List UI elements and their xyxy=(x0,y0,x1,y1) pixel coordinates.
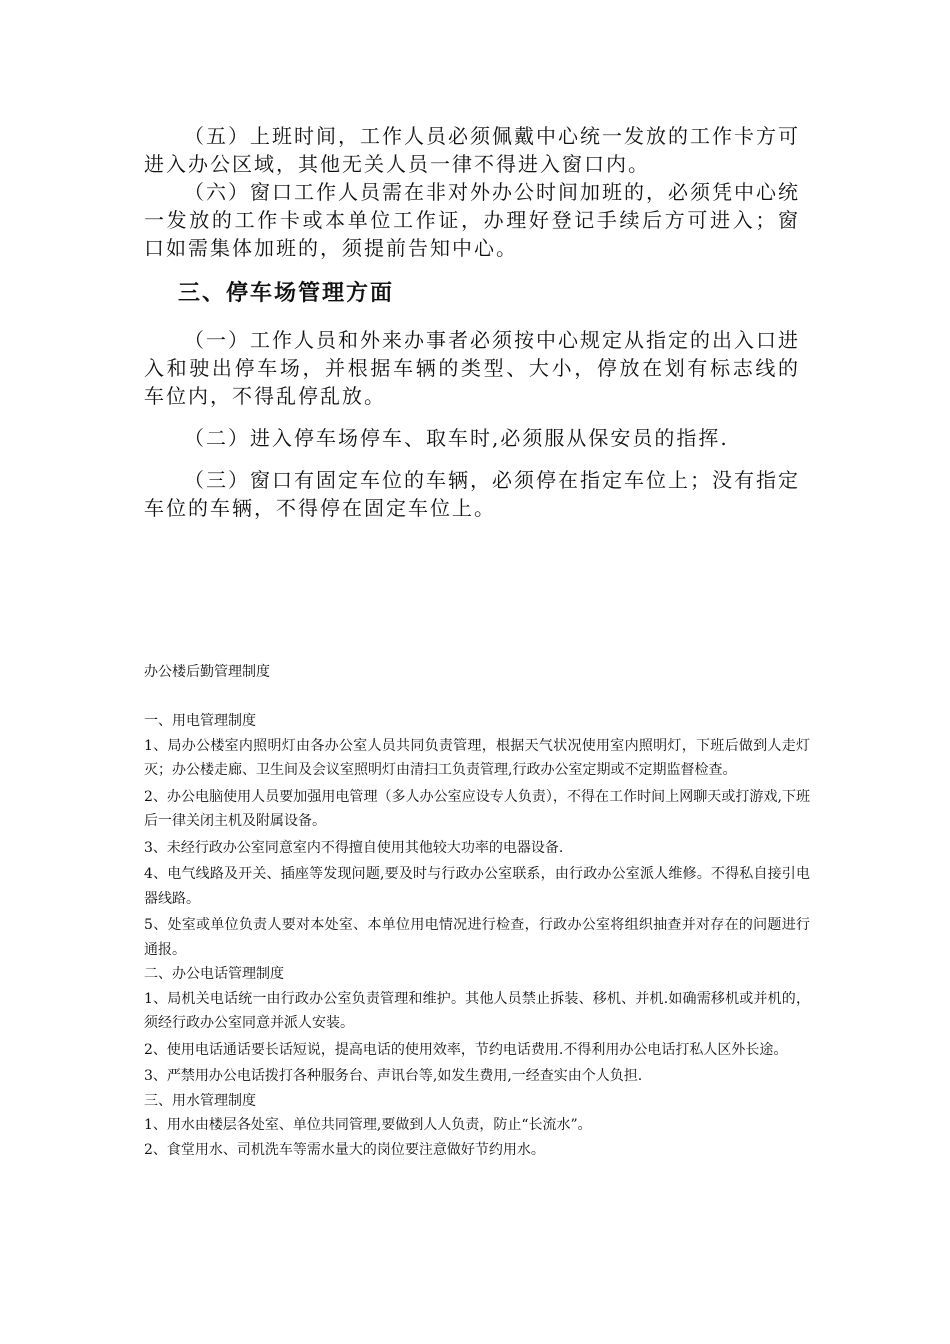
heading-electricity: 一、用电管理制度 xyxy=(144,713,256,729)
document-title: 办公楼后勤管理制度 xyxy=(144,664,270,680)
paragraph-parking-entry: （一）工作人员和外来办事者必须按中心规定从指定的出入口进入和驶出停车场，并根据车辆的类型、大小，停放在划有标志线的车位内，不得乱停乱放。 xyxy=(144,328,800,408)
list-item: 3、未经行政办公室同意室内不得擅自使用其他较大功率的电器设备. xyxy=(144,839,564,856)
heading-water: 三、用水管理制度 xyxy=(144,1092,256,1109)
list-item: 1、局机关电话统一由行政办公室负责管理和维护。其他人员禁止拆装、移机、并机.如确需移机或并机的，须经行政办公室同意并派人安装。 xyxy=(144,990,810,1031)
list-item: 1、用水由楼层各处室、单位共同管理,要做到人人负责，防止“长流水”。 xyxy=(144,1117,592,1133)
list-item: 2、办公电脑使用人员要加强用电管理（多人办公室应设专人负责），不得在工作时间上网聊天或打游戏,下班后一律关闭主机及附属设备。 xyxy=(144,788,810,829)
list-item: 2、使用电话通话要长话短说，提高电话的使用效率，节约电话费用.不得利用办公电话打私人区外长途。 xyxy=(144,1041,788,1058)
paragraph-parking-fixed-spaces: （三）窗口有固定车位的车辆，必须停在指定车位上；没有指定车位的车辆，不得停在固定车位上。 xyxy=(144,468,800,520)
list-item: 2、食堂用水、司机洗车等需水量大的岗位要注意做好节约用水。 xyxy=(144,1141,545,1158)
heading-telephone: 二、办公电话管理制度 xyxy=(144,966,284,982)
blank-line xyxy=(144,684,810,709)
paragraph-work-hours-card: （五）上班时间，工作人员必须佩戴中心统一发放的工作卡方可进入办公区域，其他无关人员一律不得进入窗口内。 xyxy=(144,124,800,176)
list-item: 4、电气线路及开关、插座等发现问题,要及时与行政办公室联系，由行政办公室派人维修。不得私自接引电器线路。 xyxy=(144,866,810,907)
regulations-section-upper xyxy=(144,122,800,522)
logistics-rules-section xyxy=(144,660,810,1162)
list-item: 1、局办公楼室内照明灯由各办公室人员共同负责管理，根据天气状况使用室内照明灯，下班后做到人走灯灭；办公楼走廊、卫生间及会议室照明灯由清扫工负责管理,行政办公室定期或不定期监督检查。 xyxy=(144,737,810,778)
list-item: 3、严禁用办公电话拨打各种服务台、声讯台等,如发生费用,一经查实由个人负担. xyxy=(144,1068,643,1084)
list-item: 5、处室或单位负责人要对本处室、本单位用电情况进行检查，行政办公室将组织抽查并对存在的问题进行通报。 xyxy=(144,917,810,958)
paragraph-parking-guard: （二）进入停车场停车、取车时,必须服从保安员的指挥. xyxy=(184,426,729,450)
heading-parking-management: 三、停车场管理方面 xyxy=(178,280,395,306)
paragraph-overtime: （六）窗口工作人员需在非对外办公时间加班的，必须凭中心统一发放的工作卡或本单位工作证，办理好登记手续后方可进入；窗口如需集体加班的，须提前告知中心。 xyxy=(144,180,800,260)
